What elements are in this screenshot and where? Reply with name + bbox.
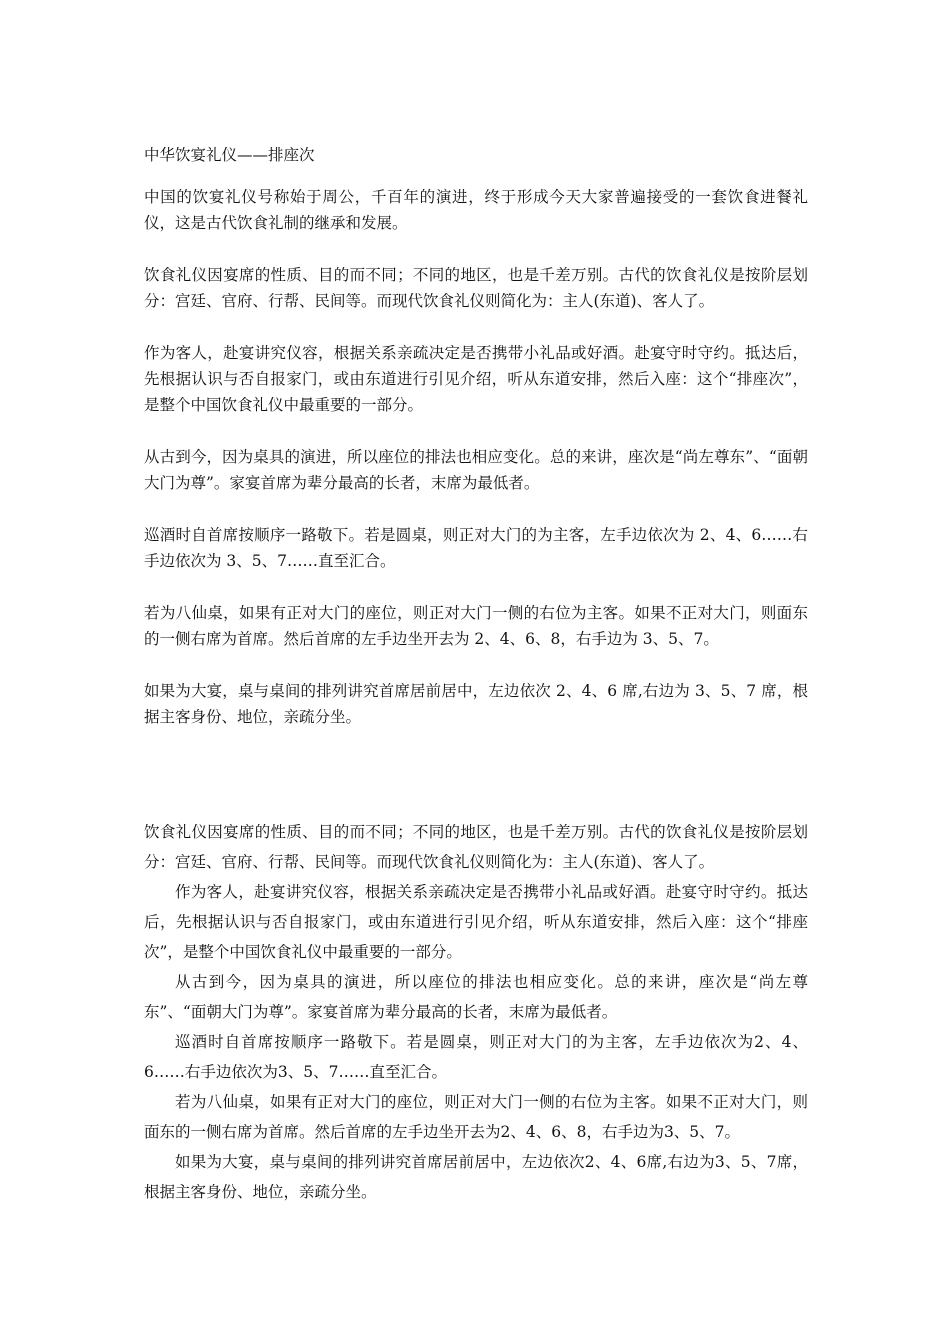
paragraph: 若为八仙桌，如果有正对大门的座位，则正对大门一侧的右位为主客。如果不正对大门，则面东的一侧右席为首席。然后首席的左手边坐开去为2、4、6、8，右手边为3、5、7。 (144, 1093, 808, 1141)
paragraph: 巡酒时自首席按顺序一路敬下。若是圆桌，则正对大门的为主客，左手边依次为 2、4、6……右手边依次为 3、5、7……直至汇合。 (144, 526, 808, 570)
paragraph: 作为客人，赴宴讲究仪容，根据关系亲疏决定是否携带小礼品或好酒。赴宴守时守约。抵达后，先根据认识与否自报家门，或由东道进行引见介绍，听从东道安排，然后入座：这个“排座次”，是整个中国饮食礼仪中最重要的一部分。 (144, 883, 808, 961)
paragraph: 从古到今，因为桌具的演进，所以座位的排法也相应变化。总的来讲，座次是“尚左尊东”、“面朝大门为尊”。家宴首席为辈分最高的长者，末席为最低者。 (144, 973, 808, 1021)
document-title: 中华饮宴礼仪——排座次 (144, 146, 315, 164)
paragraph: 饮食礼仪因宴席的性质、目的而不同；不同的地区，也是千差万别。古代的饮食礼仪是按阶层划分：宫廷、官府、行帮、民间等。而现代饮食礼仪则简化为：主人(东道)、客人了。 (144, 823, 808, 871)
paragraph: 从古到今，因为桌具的演进，所以座位的排法也相应变化。总的来讲，座次是“尚左尊东”、“面朝大门为尊”。家宴首席为辈分最高的长者，末席为最低者。 (144, 448, 808, 492)
document-section-1 (144, 144, 808, 756)
document-section-2 (144, 817, 808, 1207)
paragraph: 如果为大宴，桌与桌间的排列讲究首席居前居中，左边依次2、4、6席,右边为3、5、7席，根据主客身份、地位，亲疏分坐。 (144, 1153, 808, 1201)
paragraph: 中国的饮宴礼仪号称始于周公，千百年的演进，终于形成今天大家普遍接受的一套饮食进餐礼仪，这是古代饮食礼制的继承和发展。 (144, 188, 808, 232)
paragraph: 若为八仙桌，如果有正对大门的座位，则正对大门一侧的右位为主客。如果不正对大门，则面东的一侧右席为首席。然后首席的左手边坐开去为 2、4、6、8，右手边为 3、5、7。 (144, 604, 808, 648)
paragraph: 巡酒时自首席按顺序一路敬下。若是圆桌，则正对大门的为主客，左手边依次为2、4、6……右手边依次为3、5、7……直至汇合。 (144, 1033, 808, 1081)
paragraph: 如果为大宴，桌与桌间的排列讲究首席居前居中，左边依次 2、4、6 席,右边为 3、5、7 席，根据主客身份、地位，亲疏分坐。 (144, 682, 808, 726)
paragraph: 饮食礼仪因宴席的性质、目的而不同；不同的地区，也是千差万别。古代的饮食礼仪是按阶层划分：宫廷、官府、行帮、民间等。而现代饮食礼仪则简化为：主人(东道)、客人了。 (144, 266, 808, 310)
paragraph: 作为客人，赴宴讲究仪容，根据关系亲疏决定是否携带小礼品或好酒。赴宴守时守约。抵达后，先根据认识与否自报家门，或由东道进行引见介绍，听从东道安排，然后入座：这个“排座次”，是整个中国饮食礼仪中最重要的一部分。 (144, 344, 808, 414)
